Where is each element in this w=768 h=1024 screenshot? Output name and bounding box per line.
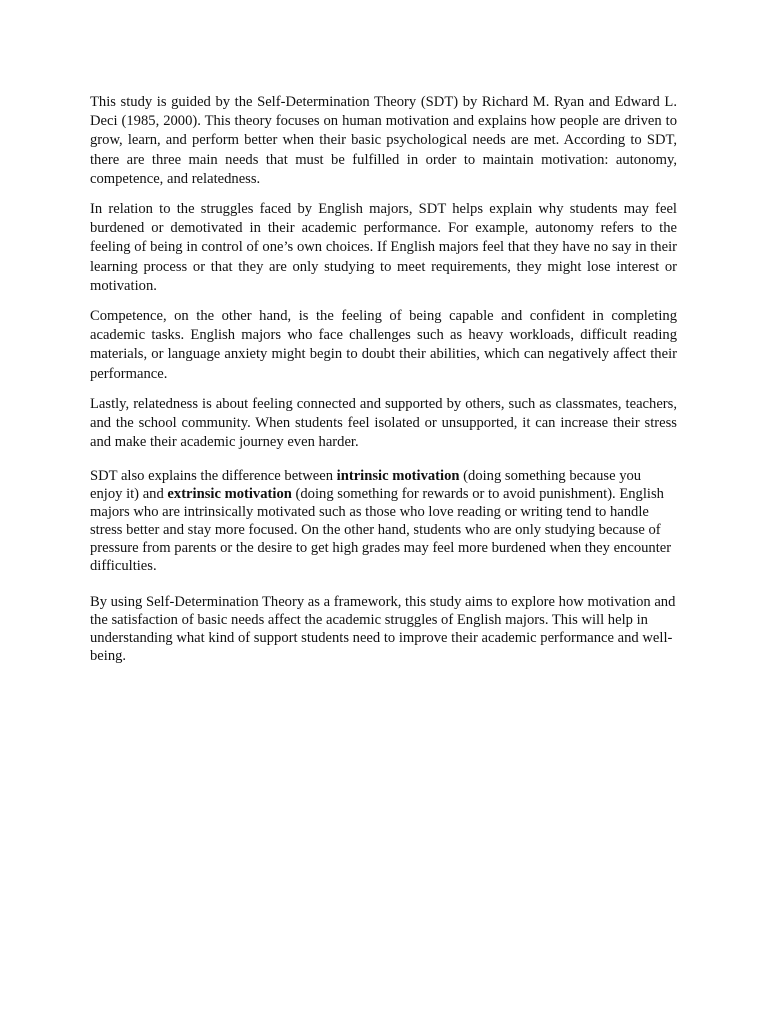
paragraph-spacer [90, 452, 677, 468]
extrinsic-motivation-term: extrinsic motivation [167, 486, 292, 503]
paragraph-competence: Competence, on the other hand, is the feeling of being capable and confident in completing academic tasks. English majors who face challenges such as heavy workloads, difficult reading materials, or language anxiety might begin to doubt their abilities, which can negatively affect their performance. [90, 308, 677, 382]
paragraph-autonomy: In relation to the struggles faced by English majors, SDT helps explain why students may feel burdened or demotivated in their academic performance. For example, autonomy refers to the feeling of being in control of one’s own choices. If English majors feel that they have no say in their learning process or that they are only studying to meet requirements, they might lose interest or motivation. [90, 201, 677, 294]
intrinsic-motivation-term: intrinsic motivation [336, 468, 460, 485]
document-page [90, 93, 677, 666]
motivation-text-part1: SDT also explains the difference between [90, 468, 337, 485]
paragraph-relatedness: Lastly, relatedness is about feeling connected and supported by others, such as classmates, teachers, and the school community. When students feel isolated or unsupported, it can increase their stress and make their academic journey even harder. [90, 395, 677, 451]
motivation-text-part3: (doing something for rewards or to avoid punishment). English majors who are intrinsically motivated such as those who love reading or writing tend to handle stress better and stay more focused. On the other hand, students who are only studying because of pressure from parents or the desire to get high grades may feel more burdened when they encounter difficulties. [90, 486, 672, 574]
paragraph-spacer [90, 576, 677, 594]
paragraph-motivation-types [90, 468, 677, 575]
motivation-text-part2: (doing something because you enjoy it) and [90, 468, 642, 503]
paragraph-framework-conclusion: By using Self-Determination Theory as a framework, this study aims to explore how motivation and the satisfaction of basic needs affect the academic struggles of English majors. This will help in understanding what kind of support students need to improve their academic performance and well-being. [90, 593, 676, 664]
paragraph-sdt-intro: This study is guided by the Self-Determination Theory (SDT) by Richard M. Ryan and Edward L. Deci (1985, 2000). This theory focuses on human motivation and explains how people are driven to grow, learn, and perform better when their basic psychological needs are met. According to SDT, there are three main needs that must be fulfilled in order to maintain motivation: autonomy, competence, and relatedness. [90, 94, 677, 187]
